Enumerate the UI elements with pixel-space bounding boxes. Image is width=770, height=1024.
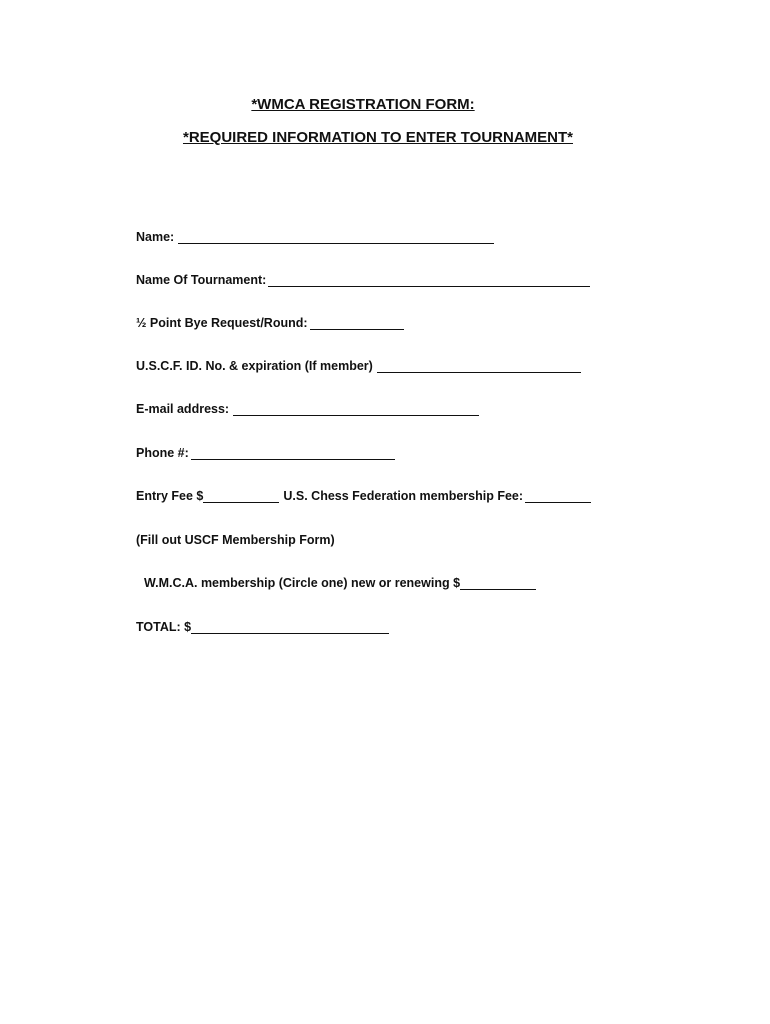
email-input-line[interactable] — [233, 402, 479, 416]
entry-fee-input-line[interactable] — [203, 489, 279, 503]
bye-request-input-line[interactable] — [310, 316, 404, 330]
uscf-id-field — [136, 359, 581, 373]
bye-request-field — [136, 316, 404, 330]
name-field — [136, 230, 494, 244]
entry-fee-label: Entry Fee $ — [136, 489, 204, 503]
email-field — [136, 402, 479, 416]
fees-field — [136, 489, 591, 503]
uscf-fee-input-line[interactable] — [525, 489, 591, 503]
form-subtitle: *REQUIRED INFORMATION TO ENTER TOURNAMENT* — [182, 129, 573, 146]
wmca-membership-label: W.M.C.A. membership (Circle one) new or renewing $ — [144, 576, 461, 590]
uscf-id-input-line[interactable] — [377, 359, 581, 373]
uscf-id-label: U.S.C.F. ID. No. & expiration (If member) — [136, 359, 373, 373]
name-input-line[interactable] — [178, 230, 494, 244]
total-input-line[interactable] — [191, 620, 389, 634]
total-field — [136, 620, 389, 634]
uscf-fee-label: U.S. Chess Federation membership Fee: — [283, 489, 524, 503]
name-label: Name: — [136, 230, 175, 244]
wmca-membership-input-line[interactable] — [460, 576, 536, 590]
uscf-form-note — [136, 533, 335, 547]
tournament-label: Name Of Tournament: — [136, 273, 267, 287]
bye-request-label: ½ Point Bye Request/Round: — [136, 316, 308, 330]
phone-field — [136, 446, 395, 460]
email-label: E-mail address: — [136, 402, 230, 416]
total-label: TOTAL: $ — [136, 620, 192, 634]
phone-label: Phone #: — [136, 446, 189, 460]
tournament-input-line[interactable] — [268, 273, 590, 287]
wmca-membership-field — [144, 576, 536, 590]
tournament-field — [136, 273, 590, 287]
form-title: *WMCA REGISTRATION FORM: — [251, 96, 475, 113]
uscf-form-note-text: (Fill out USCF Membership Form) — [136, 533, 335, 547]
phone-input-line[interactable] — [191, 446, 395, 460]
